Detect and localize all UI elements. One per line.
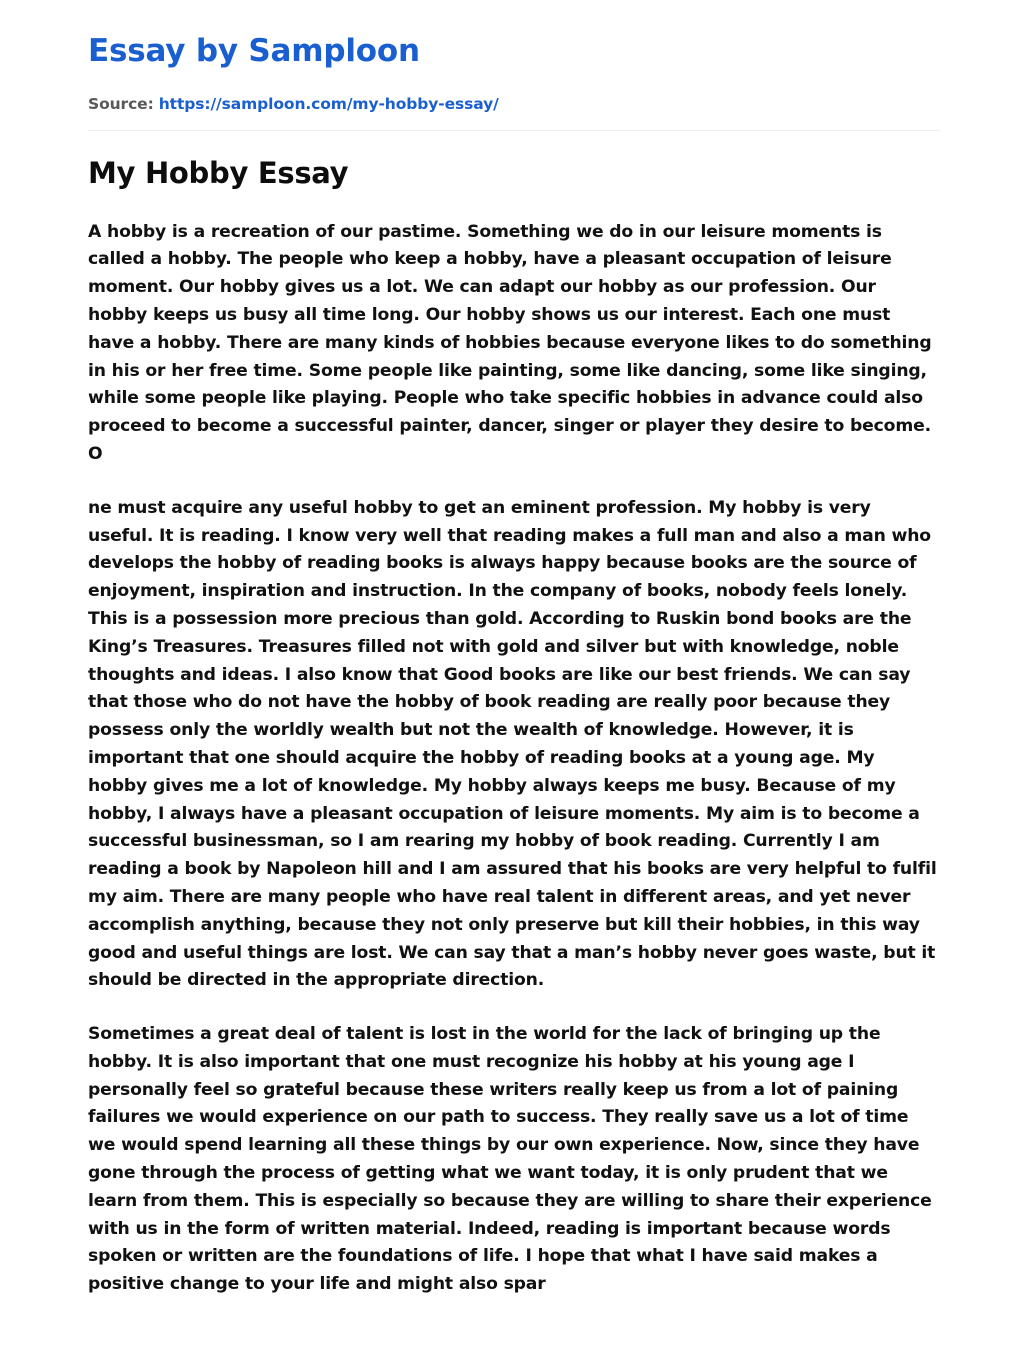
essay-paragraph: A hobby is a recreation of our pastime. Something we do in our leisure moments is called a hobby. The people who keep a hobby, have a pleasant occupation of leisure moment. Our hobby gives us a lot. We can adapt our hobby as our profession. Our hobby keeps us busy all time long. Our hobby shows us our interest. Each one must have a hobby. There are many kinds of hobbies because everyone likes to do something in his or her free time. Some people like painting, some like dancing, some like singing, while some people like playing. People who take specific hobbies in advance could also proceed to become a successful painter, dancer, singer or player they desire to become. O bbox=[88, 221, 932, 464]
essay-article bbox=[0, 156, 1024, 1299]
site-header bbox=[0, 0, 1024, 114]
source-row bbox=[88, 94, 936, 114]
header-divider bbox=[88, 130, 940, 131]
brand-title: Essay by Samploon bbox=[88, 33, 420, 69]
source-url-link[interactable]: https://samploon.com/my-hobby-essay/ bbox=[158, 94, 499, 113]
essay-title: My Hobby Essay bbox=[88, 155, 349, 190]
essay-paragraph: ne must acquire any useful hobby to get an eminent profession. My hobby is very useful. It is reading. I know very well that reading makes a full man and also a man who develops the hobby of reading books is always happy because books are the source of enjoyment, inspiration and instruction. In the company of books, nobody feels lonely. This is a possession more precious than gold. According to Ruskin bond books are the King’s Treasures. Treasures filled not with gold and silver but with knowledge, noble thoughts and ideas. I also know that Good books are like our best friends. We can say that those who do not have the hobby of book reading are really poor because they possess only the worldly wealth but not the wealth of knowledge. However, it is important that one should acquire the hobby of reading books at a young age. My hobby gives me a lot of knowledge. My hobby always keeps me busy. Because of my hobby, I always have a pleasant occupation of leisure moments. My aim is to become a successful businessman, so I am rearing my hobby of book reading. Currently I am reading a book by Napoleon hill and I am assured that his books are very helpful to fulfil my aim. There are many people who have real talent in different areas, and yet never accomplish anything, because they not only preserve but kill their hobbies, in this way good and useful things are lost. We can say that a man’s hobby never goes waste, but it should be directed in the appropriate direction. bbox=[88, 497, 937, 991]
essay-paragraph: Sometimes a great deal of talent is lost in the world for the lack of bringing up the hobby. It is also important that one must recognize his hobby at his young age I personally feel so grateful because these writers really keep us from a lot of paining failures we would experience on our path to success. They really save us a lot of time we would spend learning all these things by our own experience. Now, since they have gone through the process of getting what we want today, it is only prudent that we learn from them. This is especially so because they are willing to share their experience with us in the form of written material. Indeed, reading is important because words spoken or written are the foundations of life. I hope that what I have said makes a positive change to your life and might also spar bbox=[88, 1024, 932, 1295]
source-label: Source: bbox=[88, 94, 154, 113]
essay-body bbox=[88, 219, 936, 1299]
